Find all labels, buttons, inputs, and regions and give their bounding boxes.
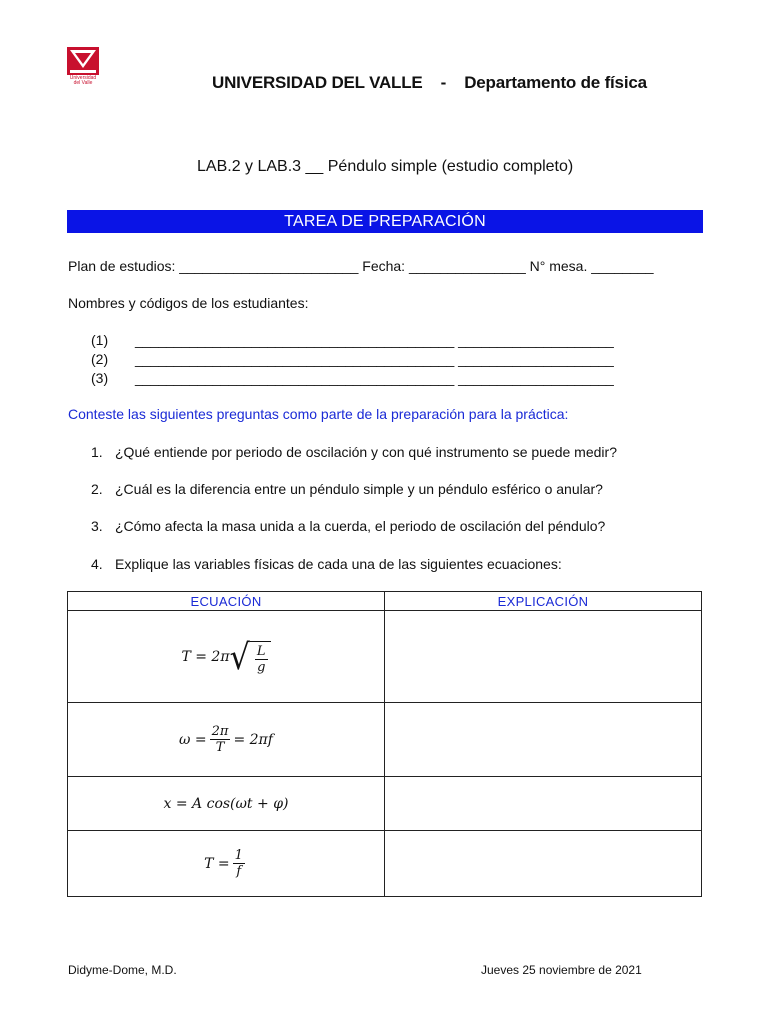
question-item <box>91 556 562 572</box>
equation-table <box>67 591 702 897</box>
equation-cell <box>68 611 385 703</box>
table-row <box>68 703 702 777</box>
equation-rhs: = 2πf <box>233 731 273 748</box>
header-separator: - <box>440 73 447 92</box>
student-blanks: _________________________________________ ____________________ <box>135 351 614 367</box>
logo-text: Universidad del Valle <box>69 75 97 86</box>
question-text: ¿Cuál es la diferencia entre un péndulo simple y un péndulo esférico o anular? <box>115 481 603 497</box>
footer-date: Jueves 25 noviembre de 2021 <box>481 963 642 977</box>
footer-author: Didyme-Dome, M.D. <box>68 963 177 977</box>
student-number: (2) <box>91 351 109 367</box>
student-blanks: _________________________________________ ____________________ <box>135 332 614 348</box>
table-row <box>68 611 702 703</box>
equation-cell <box>68 777 385 831</box>
student-number: (3) <box>91 370 109 386</box>
student-blanks: _________________________________________ ____________________ <box>135 370 614 386</box>
fraction-numerator: 2π <box>211 724 229 739</box>
question-number: 1. <box>91 444 103 460</box>
logo-shield-icon <box>66 46 100 76</box>
equation-period <box>68 637 384 677</box>
fraction-denominator: f <box>236 864 242 879</box>
university-logo <box>66 46 100 90</box>
explanation-cell[interactable] <box>385 703 702 777</box>
student-number: (1) <box>91 332 109 348</box>
equation-cell <box>68 703 385 777</box>
section-banner: TAREA DE PREPARACIÓN <box>67 210 703 233</box>
question-item <box>91 444 617 460</box>
instructions: Conteste las siguientes preguntas como parte de la preparación para la práctica: <box>68 406 569 422</box>
fraction-numerator: 1 <box>234 848 243 863</box>
student-row <box>91 351 614 367</box>
equation-lhs: T = 2π <box>181 648 230 665</box>
equation-lhs: T = <box>204 855 230 872</box>
question-number: 3. <box>91 518 103 534</box>
fraction-numerator: L <box>256 643 266 659</box>
explanation-cell[interactable] <box>385 611 702 703</box>
fraction-denominator: g <box>257 659 266 675</box>
question-number: 2. <box>91 481 103 497</box>
table-row <box>68 831 702 897</box>
student-row <box>91 370 614 386</box>
lab-title: LAB.2 y LAB.3 __ Péndulo simple (estudio completo) <box>197 158 574 175</box>
names-label: Nombres y códigos de los estudiantes: <box>68 295 309 311</box>
document-header <box>212 73 647 93</box>
table-row <box>68 777 702 831</box>
equation-cell <box>68 831 385 897</box>
sqrt-symbol: √ $\frac{L}{g}$ <box>230 637 271 677</box>
question-text: ¿Cómo afecta la masa unida a la cuerda, el periodo de oscilación del péndulo? <box>115 518 606 534</box>
student-row <box>91 332 614 348</box>
explanation-cell[interactable] <box>385 777 702 831</box>
equation-angular-frequency <box>68 724 384 755</box>
table-header-row <box>68 592 702 611</box>
equation-position: x = A cos(ωt + φ) <box>163 795 289 812</box>
plan-fecha-mesa-line: Plan de estudios: _______________________ Fecha: _______________ N° mesa. ________ <box>68 258 654 274</box>
department-name: Departamento de física <box>464 73 647 92</box>
header-explicacion: EXPLICACIÓN <box>385 592 702 611</box>
fraction-denominator: T <box>215 740 225 755</box>
header-ecuacion: ECUACIÓN <box>68 592 385 611</box>
explanation-cell[interactable] <box>385 831 702 897</box>
question-text: Explique las variables físicas de cada una de las siguientes ecuaciones: <box>115 556 562 572</box>
question-text: ¿Qué entiende por periodo de oscilación y con qué instrumento se puede medir? <box>115 444 617 460</box>
equation-lhs: ω = <box>179 731 207 748</box>
question-item <box>91 518 605 534</box>
question-item <box>91 481 603 497</box>
question-number: 4. <box>91 556 103 572</box>
equation-period-frequency <box>68 848 384 879</box>
university-name: UNIVERSIDAD DEL VALLE <box>212 73 423 92</box>
